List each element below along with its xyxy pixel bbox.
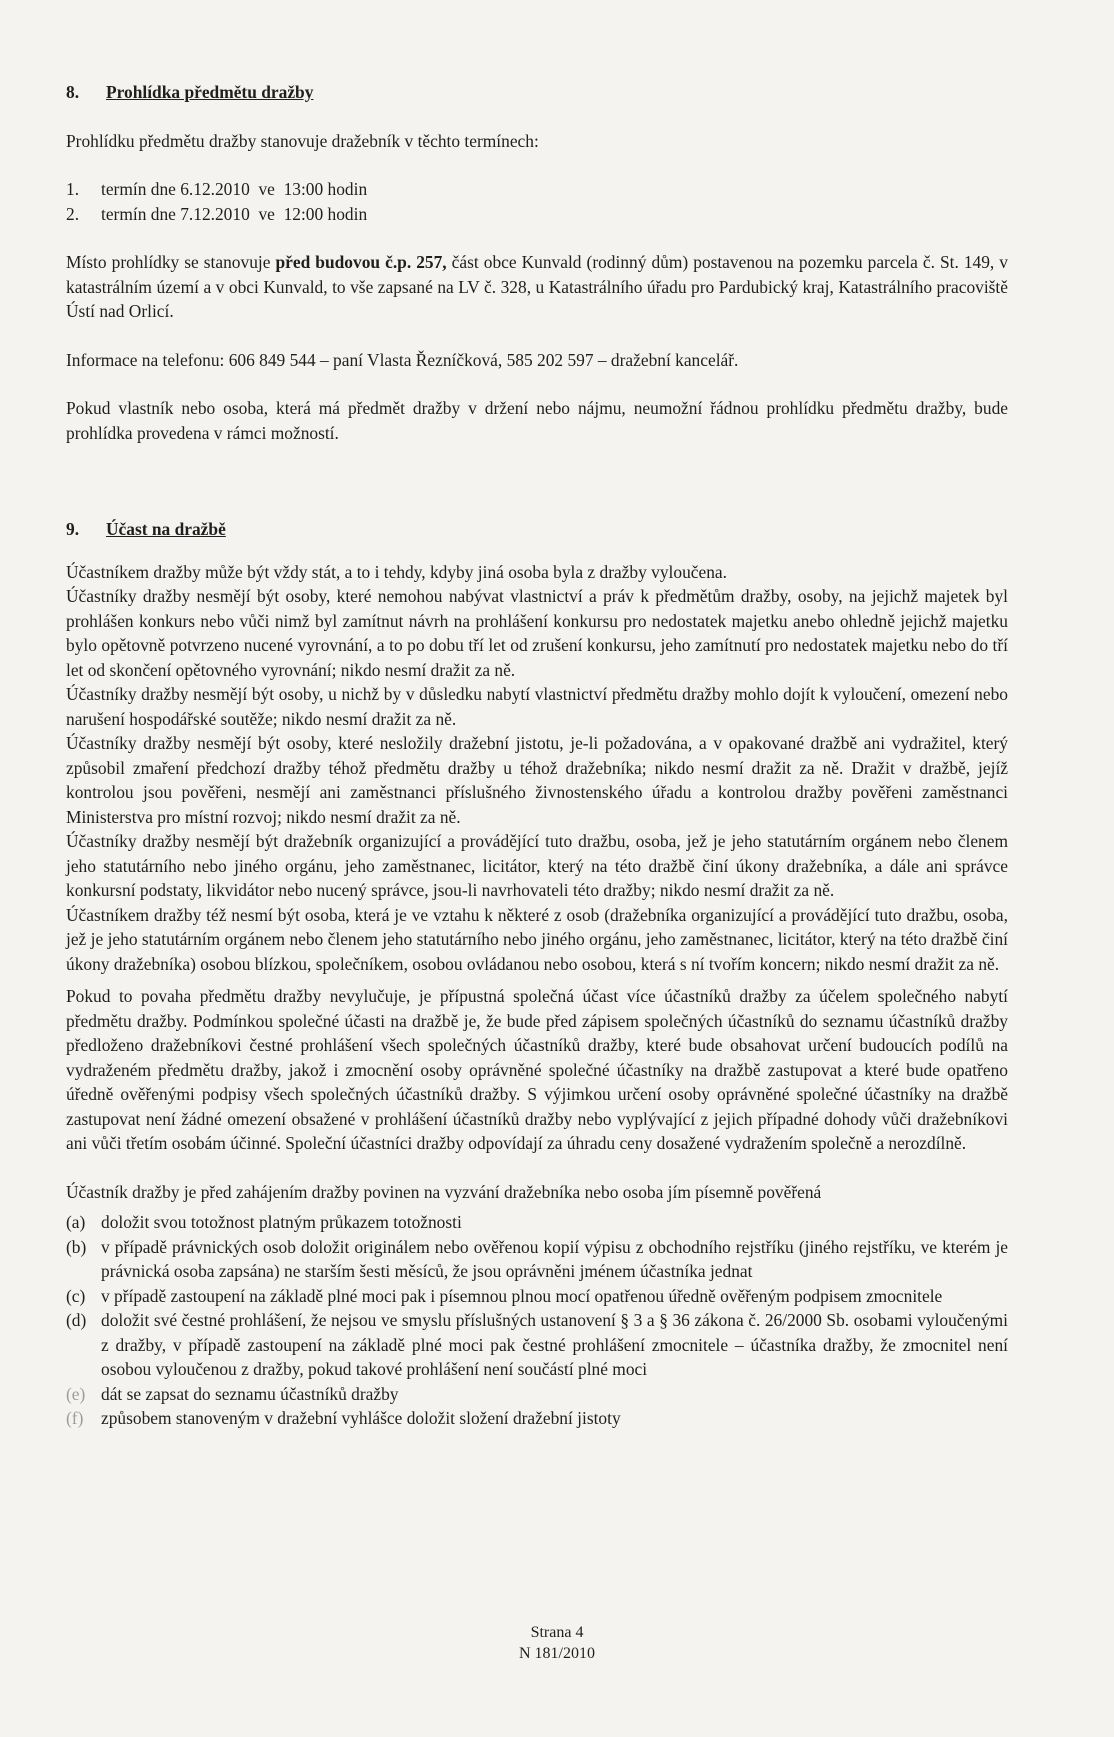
participation-paragraph: Účastníky dražby nesmějí být osoby, u nichž by v důsledku nabytí vlastnictví předmětu dražby mohlo dojít k vyloučení, omezení nebo narušení hospodářské soutěže; nikdo nesmí dražit za ně. <box>66 684 1008 729</box>
participation-paragraph: Účastníky dražby nesmějí být dražebník organizující a provádějící tuto dražbu, osoba, jež je jeho statutárním orgánem nebo členem jeho statutárního nebo jiného orgánu, jeho zaměstnanec, licitátor, který na této dražbě činí úkony dražebníka, a dále ani správce konkursní podstaty, likvidátor nebo nucený správce, jsou-li navrhovateli této dražby; nikdo nesmí dražit za ně. <box>66 831 1008 900</box>
participation-paragraph: Účastníky dražby nesmějí být osoby, které nesložily dražební jistotu, je-li požadována, a v opakované dražbě ani vydražitel, který způsobil zmaření předchozí dražby téhož předmětu dražby u téhož dražebníka; nikdo nesmí dražit za ně. Dražit v dražbě, jejíž kontrolou jsou pověřeni, nesmějí ani zaměstnanci příslušného živnostenského úřadu a kontrolou dražby pověřeni zaměstnanci Ministerstva pro místní rozvoj; nikdo nesmí dražit za ně. <box>66 733 1008 827</box>
list-text: způsobem stanoveným v dražební vyhlášce doložit složení dražební jistoty <box>101 1408 621 1428</box>
list-item <box>66 1210 1008 1235</box>
term-text: termín dne 7.12.2010 ve 12:00 hodin <box>101 203 368 224</box>
list-letter: (a) <box>66 1212 86 1232</box>
list-item <box>66 1235 1008 1284</box>
participation-paragraph: Účastníkem dražby může být vždy stát, a to i tehdy, kdyby jiná osoba byla z dražby vyloučena. <box>66 561 727 582</box>
section-title: Účast na dražbě <box>106 519 226 539</box>
place-text-post: část obce Kunvald (rodinný dům) postavenou na pozemku parcela č. St. 149, v katastrálním území a v obci Kunvald, to vše zapsané na LV č. 328, u Katastrálního úřadu pro Pardubický kraj, Katastrálního pracoviště Ústí nad Orlicí. <box>66 252 1009 321</box>
list-item <box>66 1284 1008 1309</box>
place-text-bold: před budovou č.p. 257, <box>275 252 447 272</box>
list-text: v případě právnických osob doložit originálem nebo ověřenou kopií výpisu z obchodního rejstříku (jiného rejstříku, ve kterém je právnická osoba zapsána) ne starším šesti měsíců, že jsou oprávněni jménem účastníka jednat <box>101 1236 1008 1281</box>
inspection-place <box>66 250 1008 324</box>
section-number: 9. <box>66 519 80 539</box>
term-number: 1. <box>66 179 80 199</box>
inspection-intro: Prohlídku předmětu dražby stanovuje dražebník v těchto termínech: <box>66 130 539 151</box>
participation-paragraph: Účastníkem dražby též nesmí být osoba, která je ve vztahu k některé z osob (dražebníka organizující a provádějící tuto dražbu, osoba, jež je jeho statutárním orgánem nebo členem jeho statutárního nebo jiného orgánu, jeho zaměstnanec, licitátor, který na této dražbě činí úkony dražebníka) osobou blízkou, společníkem, osobou ovládanou nebo osobou, která s ní tvořím koncern; nikdo nesmí dražit za ně. <box>66 904 1008 974</box>
section-title: Prohlídka předmětu dražby <box>106 82 314 102</box>
participation-paragraph: Účastníky dražby nesmějí být osoby, které nemohou nabývat vlastnictví a práv k předmětům dražby, osoby, na jejichž majetek byl prohlášen konkurs nebo vůči nimž byl zamítnut návrh na prohlášení konkursu pro nedostatek majetku anebo ohledně jejichž majetku bylo opětovně potvrzeno nucené vyrovnání, a to po dobu tří let od zrušení konkursu, jeho zamítnutí pro nedostatek majetku nebo do tří let od skončení opětovného vyrovnání; nikdo nesmí dražit za ně. <box>66 586 1008 680</box>
obligation-list <box>66 1210 1008 1431</box>
list-text: dát se zapsat do seznamu účastníků dražby <box>101 1383 399 1404</box>
term-item <box>66 202 1008 227</box>
inspection-terms <box>66 177 1008 226</box>
section-number: 8. <box>66 82 80 102</box>
section-9-heading <box>66 517 1008 542</box>
list-text: v případě zastoupení na základě plné moci pak i písemnou plnou mocí opatřenou úředně ověřeným podpisem zmocnitele <box>101 1285 943 1306</box>
list-letter: (f) <box>66 1408 84 1428</box>
list-letter: (c) <box>66 1285 86 1306</box>
list-item <box>66 1406 1008 1431</box>
section-8-heading <box>66 80 1008 105</box>
list-letter: (d) <box>66 1310 87 1330</box>
page-footer <box>0 1622 1114 1664</box>
obligation-intro: Účastník dražby je před zahájením dražby povinen na vyzvání dražebníka nebo osoba jím písemně pověřená <box>66 1181 822 1202</box>
list-item <box>66 1382 1008 1407</box>
term-number: 2. <box>66 203 80 224</box>
list-letter: (b) <box>66 1236 87 1257</box>
term-text: termín dne 6.12.2010 ve 13:00 hodin <box>101 179 368 199</box>
list-letter: (e) <box>66 1383 86 1404</box>
phone-info: Informace na telefonu: 606 849 544 – paní Vlasta Řezníčková, 585 202 597 – dražební kancelář. <box>66 349 739 370</box>
document-reference: N 181/2010 <box>519 1645 595 1662</box>
joint-participation-paragraph: Pokud to povaha předmětu dražby nevylučuje, je přípustná společná účast více účastníků dražby za účelem společného nabytí předmětu dražby. Podmínkou společné účasti na dražbě je, že bude před zápisem společných účastníků do seznamu účastníků dražby předloženo dražebníkovi čestné prohlášení všech společných účastníků dražby, které bude obsahovat určení budoucích podílů na vydraženém předmětu dražby, jakož i zmocnění osoby oprávněné společné účastníky na dražbě zastupovat a které bude opatřeno úředně ověřenými podpisy všech společných účastníků dražby. S výjimkou určení osoby oprávněné společné účastníky na dražbě zastupovat není žádné omezení obsažené v prohlášení účastníků dražby nebo vyplývající z jejich případné dohody vůči dražebníkovi ani vůči třetím osobám účinné. Společní účastníci dražby odpovídají za úhradu ceny dosažené vydražením společně a nerozdílně. <box>66 986 1008 1153</box>
list-text: doložit svou totožnost platným průkazem totožnosti <box>101 1212 462 1232</box>
list-text: doložit své čestné prohlášení, že nejsou ve smyslu příslušných ustanovení § 3 a § 36 zákona č. 26/2000 Sb. osobami vyloučenými z dražby, v případě zastoupení na základě plné moci pak čestné prohlášení zmocnitele – účastníka dražby, že zmocnitel není osobou vyloučenou z dražby, pokud takové prohlášení není součástí plné moci <box>101 1310 1008 1379</box>
inspection-notice: Pokud vlastník nebo osoba, která má předmět dražby v držení nebo nájmu, neumožní řádnou prohlídku předmětu dražby, bude prohlídka provedena v rámci možností. <box>66 398 1008 443</box>
page-number: Strana 4 <box>530 1624 584 1641</box>
place-text-pre: Místo prohlídky se stanovuje <box>66 252 276 272</box>
term-item <box>66 177 1008 202</box>
list-item <box>66 1308 1008 1382</box>
